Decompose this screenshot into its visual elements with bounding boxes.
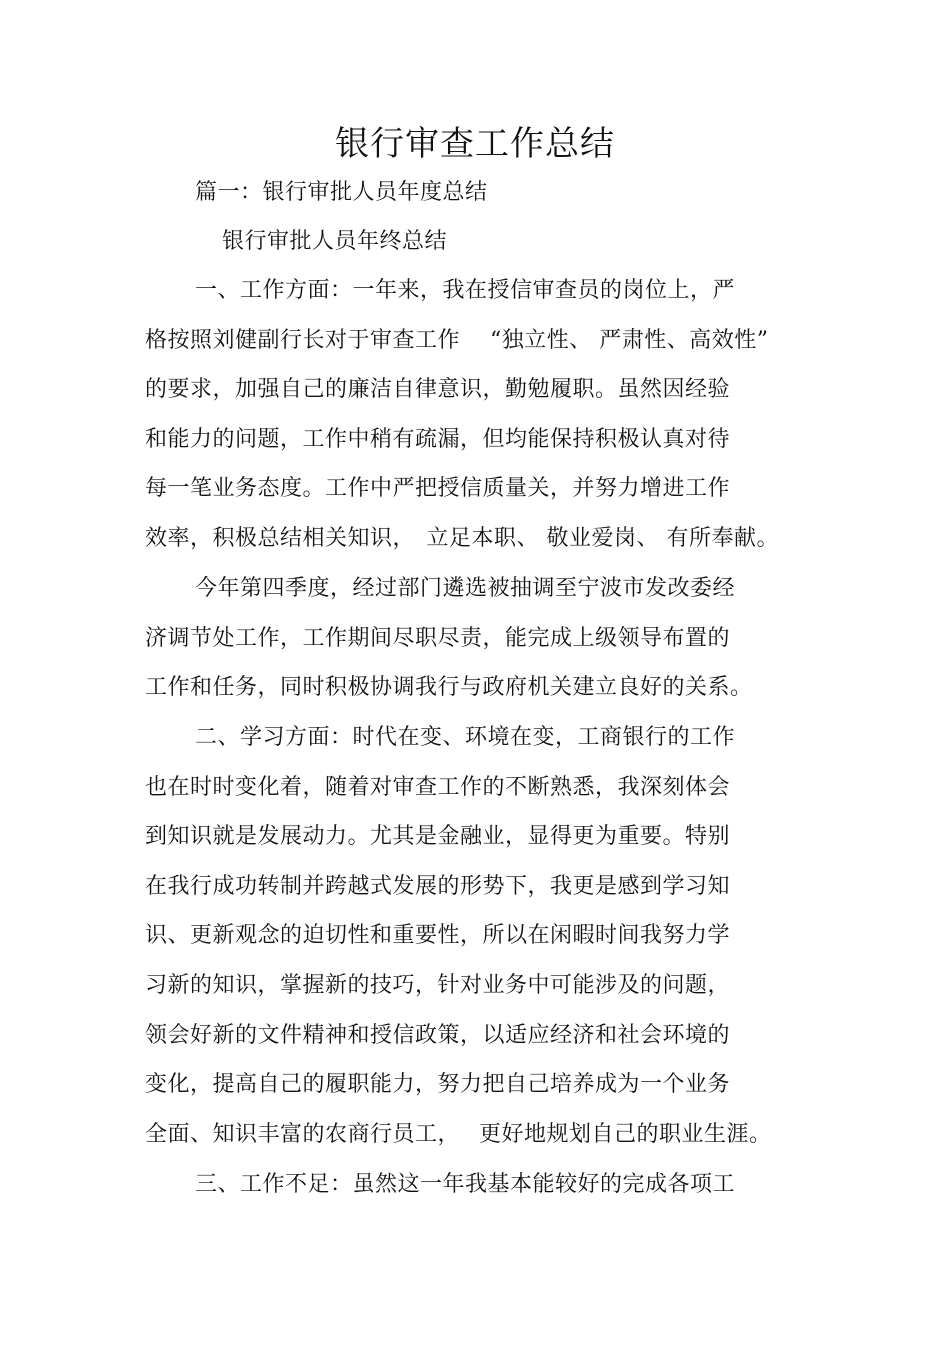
document-title: 银行审查工作总结 — [335, 124, 615, 164]
paragraph-line: 一、工作方面：一年来，我在授信审查员的岗位上，严 — [195, 278, 736, 303]
paragraph-line: 每一笔业务态度。工作中严把授信质量关，并努力增进工作 — [145, 476, 731, 501]
paragraph-line: 变化，提高自己的履职能力，努力把自己培养成为一个业务 — [145, 1072, 731, 1097]
document-subtitle: 篇一：银行审批人员年度总结 — [195, 180, 488, 205]
paragraph-line: 工作和任务，同时积极协调我行与政府机关建立良好的关系。 — [145, 675, 753, 700]
paragraph-line: 也在时时变化着，随着对审查工作的不断熟悉，我深刻体会 — [145, 775, 731, 800]
paragraph-line: 识、更新观念的迫切性和重要性，所以在闲暇时间我努力学 — [145, 923, 731, 948]
paragraph-line: 三、工作不足：虽然这一年我基本能较好的完成各项工 — [195, 1172, 736, 1197]
paragraph-line: 效率，积极总结相关知识， 立足本职、 敬业爱岗、 有所奉献。 — [145, 526, 779, 551]
paragraph-line: 今年第四季度，经过部门遴选被抽调至宁波市发改委经 — [195, 576, 736, 601]
paragraph-line: 在我行成功转制并跨越式发展的形势下，我更是感到学习知 — [145, 874, 731, 899]
paragraph-line: 济调节处工作，工作期间尽职尽责，能完成上级领导布置的 — [145, 626, 731, 651]
paragraph-line: 到知识就是发展动力。尤其是金融业，显得更为重要。特别 — [145, 824, 731, 849]
paragraph-line: 全面、知识丰富的农商行员工， 更好地规划自己的职业生涯。 — [145, 1122, 772, 1147]
paragraph-line: 领会好新的文件精神和授信政策，以适应经济和社会环境的 — [145, 1023, 731, 1048]
paragraph-line: 二、学习方面：时代在变、环境在变，工商银行的工作 — [195, 725, 736, 750]
paragraph-line: 格按照刘健副行长对于审查工作 “独立性、 严肃性、高效性” — [145, 328, 769, 353]
section-heading: 银行审批人员年终总结 — [222, 229, 448, 254]
paragraph-line: 和能力的问题，工作中稍有疏漏，但均能保持积极认真对待 — [145, 427, 731, 452]
paragraph-line: 习新的知识，掌握新的技巧，针对业务中可能涉及的问题， — [145, 973, 731, 998]
paragraph-line: 的要求，加强自己的廉洁自律意识，勤勉履职。虽然因经验 — [145, 377, 731, 402]
